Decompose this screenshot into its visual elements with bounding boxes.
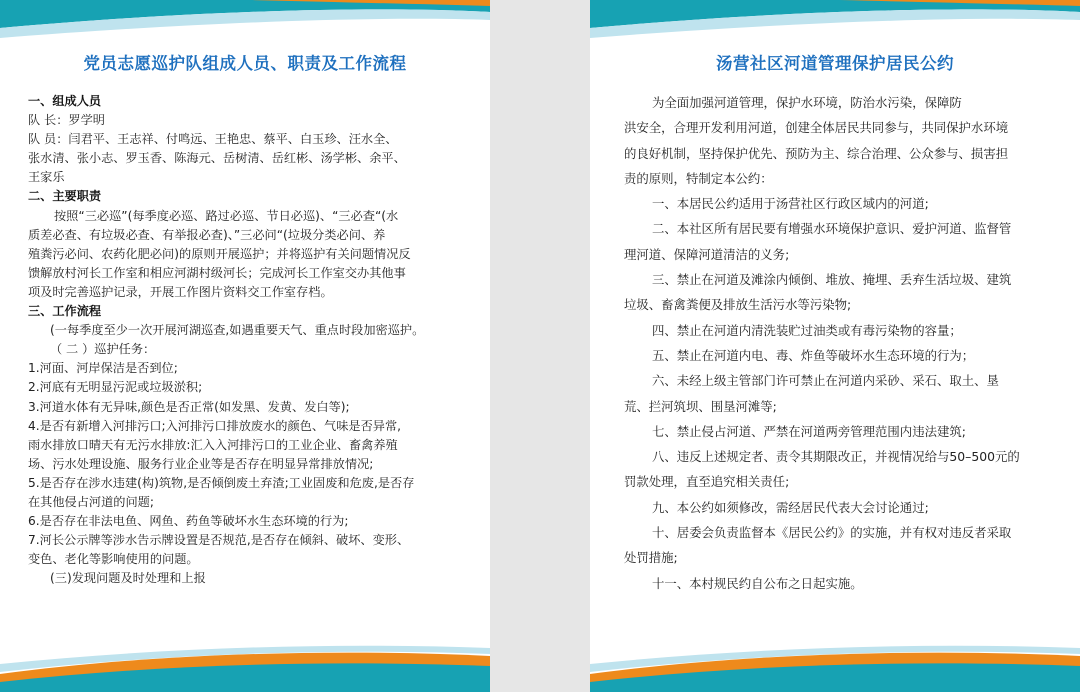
text-line: 按照“三必巡”(每季度必巡、路过必巡、节日必巡)、“三必查“(水	[54, 208, 399, 223]
text-line: 荒、拦河筑坝、围垦河滩等;	[624, 398, 777, 414]
right-poster	[590, 0, 1080, 692]
text-line: 项及时完善巡护记录，开展工作图片资料交工作室存档。	[28, 284, 333, 299]
section-heading: 一、组成人员	[28, 94, 102, 108]
text-line: 王家乐	[28, 170, 65, 185]
left-body-text	[28, 92, 424, 588]
text-line: 馈解放村河长工作室和相应河湖村级河长；完成河长工作室交办其他事	[28, 265, 406, 280]
left-poster	[0, 0, 490, 692]
text-line: 1.河面、河岸保洁是否到位;	[28, 361, 178, 376]
text-line: 场、污水处理设施、服务行业企业等是否存在明显异常排放情况;	[28, 456, 374, 471]
text-line: 十、居委会负责监督本《居民公约》的实施，并有权对违反者采取	[652, 525, 1012, 541]
bottom-wave-decoration	[0, 634, 490, 692]
text-line: 的良好机制，坚持保护优先、预防为主、综合治理、公众参与、损害担	[624, 145, 1009, 161]
right-body-text	[624, 90, 1020, 596]
text-line: 二、本社区所有居民要有增强水环境保护意识、爱护河道、监督管	[652, 221, 1012, 237]
text-line: 3.河道水体有无异味,颜色是否正常(如发黑、发黄、发白等);	[28, 399, 350, 414]
text-line: 4.是否有新增入河排污口;入河排污口排放废水的颜色、气味是否异常,	[28, 418, 402, 433]
left-title: 党员志愿巡护队组成人员、职责及工作流程	[83, 54, 407, 73]
text-line: 七、禁止侵占河道、严禁在河道两旁管理范围内违法建筑;	[652, 423, 966, 439]
section-heading: 三、工作流程	[28, 304, 102, 319]
text-line: 六、未经上级主管部门许可禁止在河道内采砂、采石、取土、垦	[652, 373, 999, 389]
text-line: 责的原则，特制定本公约：	[624, 170, 773, 186]
text-line: 队 长：罗学明	[28, 113, 105, 128]
text-line: (三)发现问题及时处理和上报	[50, 571, 206, 586]
text-line: 五、禁止在河道内电、毒、炸鱼等破坏水生态环境的行为；	[652, 347, 975, 363]
text-line: 垃圾、畜禽粪便及排放生活污水等污染物;	[624, 297, 852, 313]
text-line: 6.是否存在非法电鱼、网鱼、药鱼等破坏水生态环境的行为;	[28, 514, 349, 529]
text-line: 在其他侵占河道的问题;	[28, 494, 154, 509]
text-line: 八、违反上述规定者、责令其期限改正，并视情况给与50–500元的	[652, 449, 1020, 465]
right-title: 汤营社区河道管理保护居民公约	[716, 54, 954, 73]
bottom-wave-decoration	[590, 634, 1080, 692]
text-line: 为全面加强河道管理，保护水环境，防治水污染，保障防	[652, 95, 962, 110]
text-line: 5.是否存在涉水违建(构)筑物,是否倾倒废土弃渣;工业固废和危废,是否存	[28, 475, 415, 490]
text-line: 张水清、张小志、罗玉香、陈海元、岳树清、岳红彬、汤学彬、余平、	[28, 151, 406, 166]
text-line: (一每季度至少一次开展河湖巡查,如遇重要天气、重点时段加密巡护。	[50, 323, 425, 338]
text-line: 罚款处理，直至追究相关责任;	[624, 474, 790, 490]
text-line: 变色、老化等影响使用的问题。	[28, 552, 199, 567]
text-line: 7.河长公示牌等涉水告示牌设置是否规范,是否存在倾斜、破坏、变形、	[28, 533, 410, 548]
text-line: 十一、本村规民约自公布之日起实施。	[652, 575, 863, 591]
text-line: 雨水排放口晴天有无污水排放:汇入入河排污口的工业企业、畜禽养殖	[28, 437, 398, 452]
text-line: （ 二 ）巡护任务：	[50, 342, 156, 357]
text-line: 2.河底有无明显污泥或垃圾淤积;	[28, 380, 203, 395]
text-line: 三、禁止在河道及滩涂内倾倒、堆放、掩埋、丢弃生活垃圾、建筑	[652, 272, 1012, 288]
text-line: 质差必查、有垃圾必查、有举报必查)、”三必问“(垃圾分类必问、养	[28, 227, 386, 242]
text-line: 四、禁止在河道内清洗装贮过油类或有毒污染物的容量；	[652, 322, 962, 338]
section-heading: 二、主要职责	[28, 189, 102, 204]
text-line: 处罚措施;	[624, 550, 678, 566]
text-line: 洪安全，合理开发利用河道，创建全体居民共同参与，共同保护水环境	[624, 120, 1009, 136]
text-line: 理河道、保障河道清洁的义务;	[624, 246, 790, 262]
text-line: 殖粪污必问、农药化肥必问)的原则开展巡护；并将巡护有关问题情况反	[28, 246, 411, 261]
text-line: 九、本公约如须修改，需经居民代表大会讨论通过;	[652, 499, 929, 515]
text-line: 队 员：闫君平、王志祥、付鸣远、王艳忠、蔡平、白玉珍、汪水全、	[28, 132, 398, 147]
text-line: 一、本居民公约适用于汤营社区行政区域内的河道;	[652, 196, 929, 212]
